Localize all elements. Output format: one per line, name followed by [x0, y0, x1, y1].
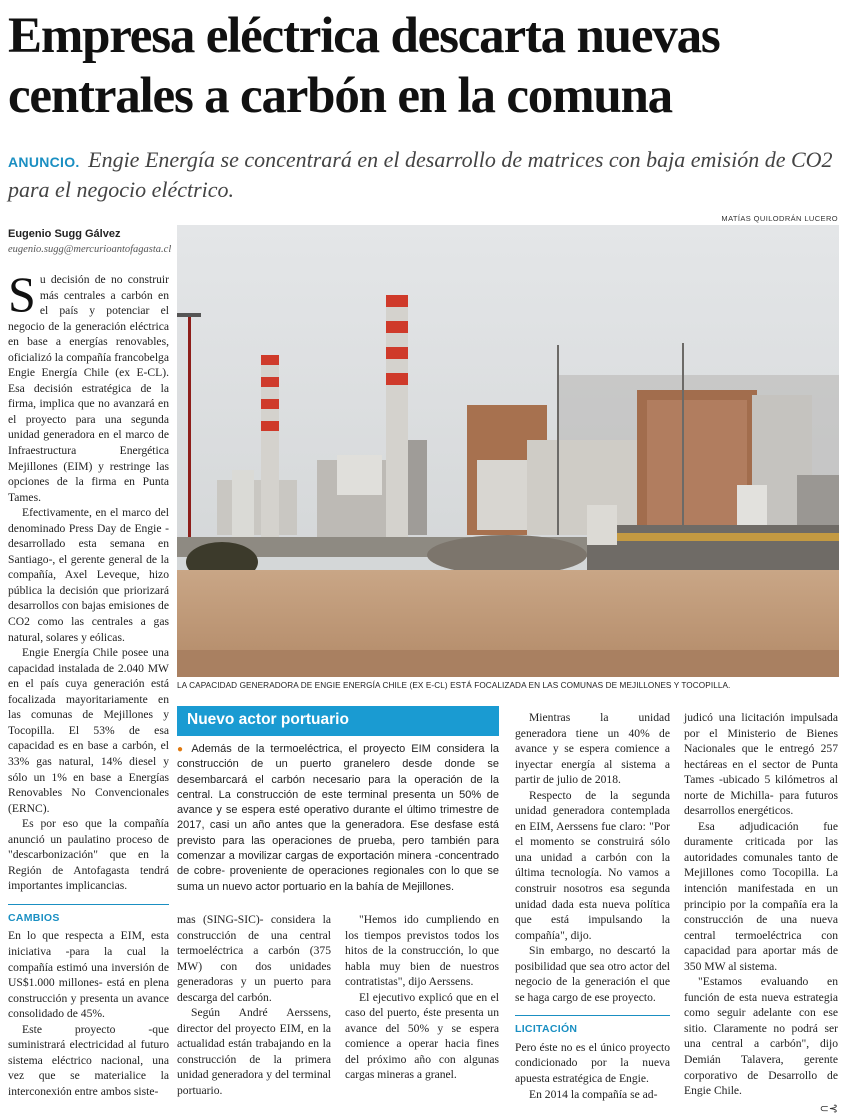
bullet-icon: ● — [177, 744, 186, 755]
paragraph-text: u decisión de no construir más centrales a carbón en el país y potenciar el negocio de la generación eléctrica en base a energías renovables, oficializó la compañía francobelga Engie Energía Chile (ex E-CL). Esa decisión estratégica de la firma, implica que no avanzará en el proyecto para una segunda unidad generadora en el marco de Infraestructura Energética Mejillones (EIM) y restringe las opciones de la firma en Punta Tames. — [8, 273, 169, 504]
paragraph: Esa adjudicación fue duramente criticada por las autoridades comunales tanto de Mejillones como Tocopilla. La intención manifestada en un principio por la compañía era la construcción de una nueva central termoeléctrica con capacidad para aportar más de 350 MW al sistema. — [684, 819, 838, 973]
paragraph: Pero éste no es el único proyecto condicionado por la nueva apuesta estratégica de Engie. — [515, 1040, 670, 1086]
paragraph: El ejecutivo explicó que en el caso del puerto, éste presenta un avance del 50% y se espera comience a operar hacia fines del próximo año con algunas cargas mineras a granel. — [345, 990, 499, 1082]
end-mark-icon: ⊂⊰ — [819, 1103, 838, 1115]
sidebar-text — [177, 742, 499, 895]
byline — [8, 228, 172, 255]
paragraph: Sin embargo, no descartó la posibilidad que sea otro actor del negocio de la generación el que se haga cargo de ese proyecto. — [515, 944, 670, 1004]
article-column-5 — [684, 710, 838, 1099]
article-column-3 — [345, 912, 499, 1083]
paragraph: En 2014 la compañía se ad- — [529, 1087, 658, 1101]
article-column-4 — [515, 710, 670, 1102]
paragraph: judicó una licitación impulsada por el Ministerio de Bienes Nacionales que le entregó 257 hectáreas en el sector de Punta Tames -ubicado 5 kilómetros al norte de Michilla- para futuros desarrollos energéticos. — [684, 711, 838, 818]
paragraph: Efectivamente, en el marco del denominado Press Day de Engie -desarrollado esta semana en Santiago-, el gerente general de la compañía, Axel Leveque, hizo pública la decisión que priorizará desarrollos con bajas emisiones de CO2 como las centrales a gas natural, solares y eólicas. — [8, 506, 169, 644]
drop-cap: S — [8, 266, 36, 322]
paragraph: mas (SING-SIC)- considera la construcción de una central termoeléctrica a carbón (375 MW) con dos unidades generadoras y un puerto para descarga del carbón. — [177, 913, 331, 1004]
author-name: Eugenio Sugg Gálvez — [8, 228, 121, 240]
paragraph: En lo que respecta a EIM, esta iniciativa -para la cual la compañía estimó una inversión de US$1.000 millones- está en plena construcción y presenta un avance consolidado de 45%. — [8, 929, 169, 1021]
sidebar-box — [177, 706, 499, 896]
paragraph: Engie Energía Chile posee una capacidad instalada de 2.040 MW en el país cuya generación está focalizada mayoritariamente en las comunas de Mejillones y Tocopilla. El 53% de esa capacidad es en base a carbón, el 33% gas natural, 14% diesel y sólo un 1% en base a Energías Renovables No Convencionales (ERNC). — [8, 646, 169, 815]
sidebar-title: Nuevo actor portuario — [177, 706, 499, 736]
article-column-1 — [8, 266, 169, 1099]
photo-caption: LA CAPACIDAD GENERADORA DE ENGIE ENERGÍA CHILE (EX E-CL) ESTÁ FOCALIZADA EN LAS COMUNAS DE MEJILLONES Y TOCOPILLA. — [177, 681, 731, 690]
paragraph: "Estamos evaluando en función de esta nueva estrategia como seguir adelante con ese sitio. Claramente no podrá ser una central a carbón", dijo Demián Talavera, gerente corporativo de Desarrollo de Engie Chile. — [684, 975, 838, 1098]
sidebar-body: Además de la termoeléctrica, el proyecto EIM considera la construcción de un puerto granelero desde donde se desembarcará el carbón necesario para la operación de la central. La construcción de este terminal presenta un 50% de avance y se espera esté operativo durante el último trimestre de 2017, casi un año antes que la generadora. Ese desfase está previsto para las operaciones de prueba, pero también para comenzar a movilizar cargas de exportación minera -concentrado de cobre- proveniente de operaciones regionales con lo que se suma un nuevo actor portuario en la bahía de Mejillones. — [177, 743, 499, 893]
paragraph: Respecto de la segunda unidad generadora contemplada en EIM, Aerssens fue claro: "Por el momento se construirá sólo una unidad a carbón con la última tecnología. No vamos a construir nosotros esa segunda unidad dada esta nueva política que está impulsando la compañía", dijo. — [515, 788, 670, 942]
photo-credit: MATÍAS QUILODRÁN LUCERO — [721, 214, 838, 223]
standfirst-kicker: ANUNCIO. — [8, 154, 80, 170]
headline: Empresa eléctrica descarta nuevas centrales a carbón en la comuna — [8, 8, 720, 124]
paragraph — [8, 266, 169, 505]
subheading-cambios: CAMBIOS — [8, 904, 169, 929]
paragraph: Es por eso que la compañía anunció un paulatino proceso de "descarbonización" que en la Región de Antofagasta tendrá importantes implicancias. — [8, 817, 169, 893]
paragraph: Según André Aerssens, director del proyecto EIM, en la actualidad están trabajando en la construcción de la primera unidad generadora y del terminal portuario. — [177, 1006, 331, 1098]
subheading-licitacion: LICITACIÓN — [515, 1015, 670, 1040]
power-plant-image — [177, 225, 839, 677]
paragraph: Mientras la unidad generadora tiene un 40% de avance y se espera comience a inyectar energía al sistema a partir de julio de 2018. — [515, 711, 670, 787]
paragraph: Este proyecto -que suministrará electricidad al futuro sistema eléctrico nacional, una vez que se materialice la interconexión entre ambos siste- — [8, 1022, 169, 1098]
standfirst — [8, 146, 838, 203]
author-email[interactable]: eugenio.sugg@mercurioantofagasta.cl — [8, 244, 172, 255]
paragraph: "Hemos ido cumpliendo en los tiempos previstos todos los hitos de la construcción, lo que habla muy bien de nuestros contratistas", dijo Aerssens. — [345, 913, 499, 989]
standfirst-text: Engie Energía se concentrará en el desarrollo de matrices con baja emisión de CO2 para el negocio eléctrico. — [8, 147, 833, 202]
article-column-2 — [177, 912, 331, 1099]
article-photo — [177, 225, 839, 677]
